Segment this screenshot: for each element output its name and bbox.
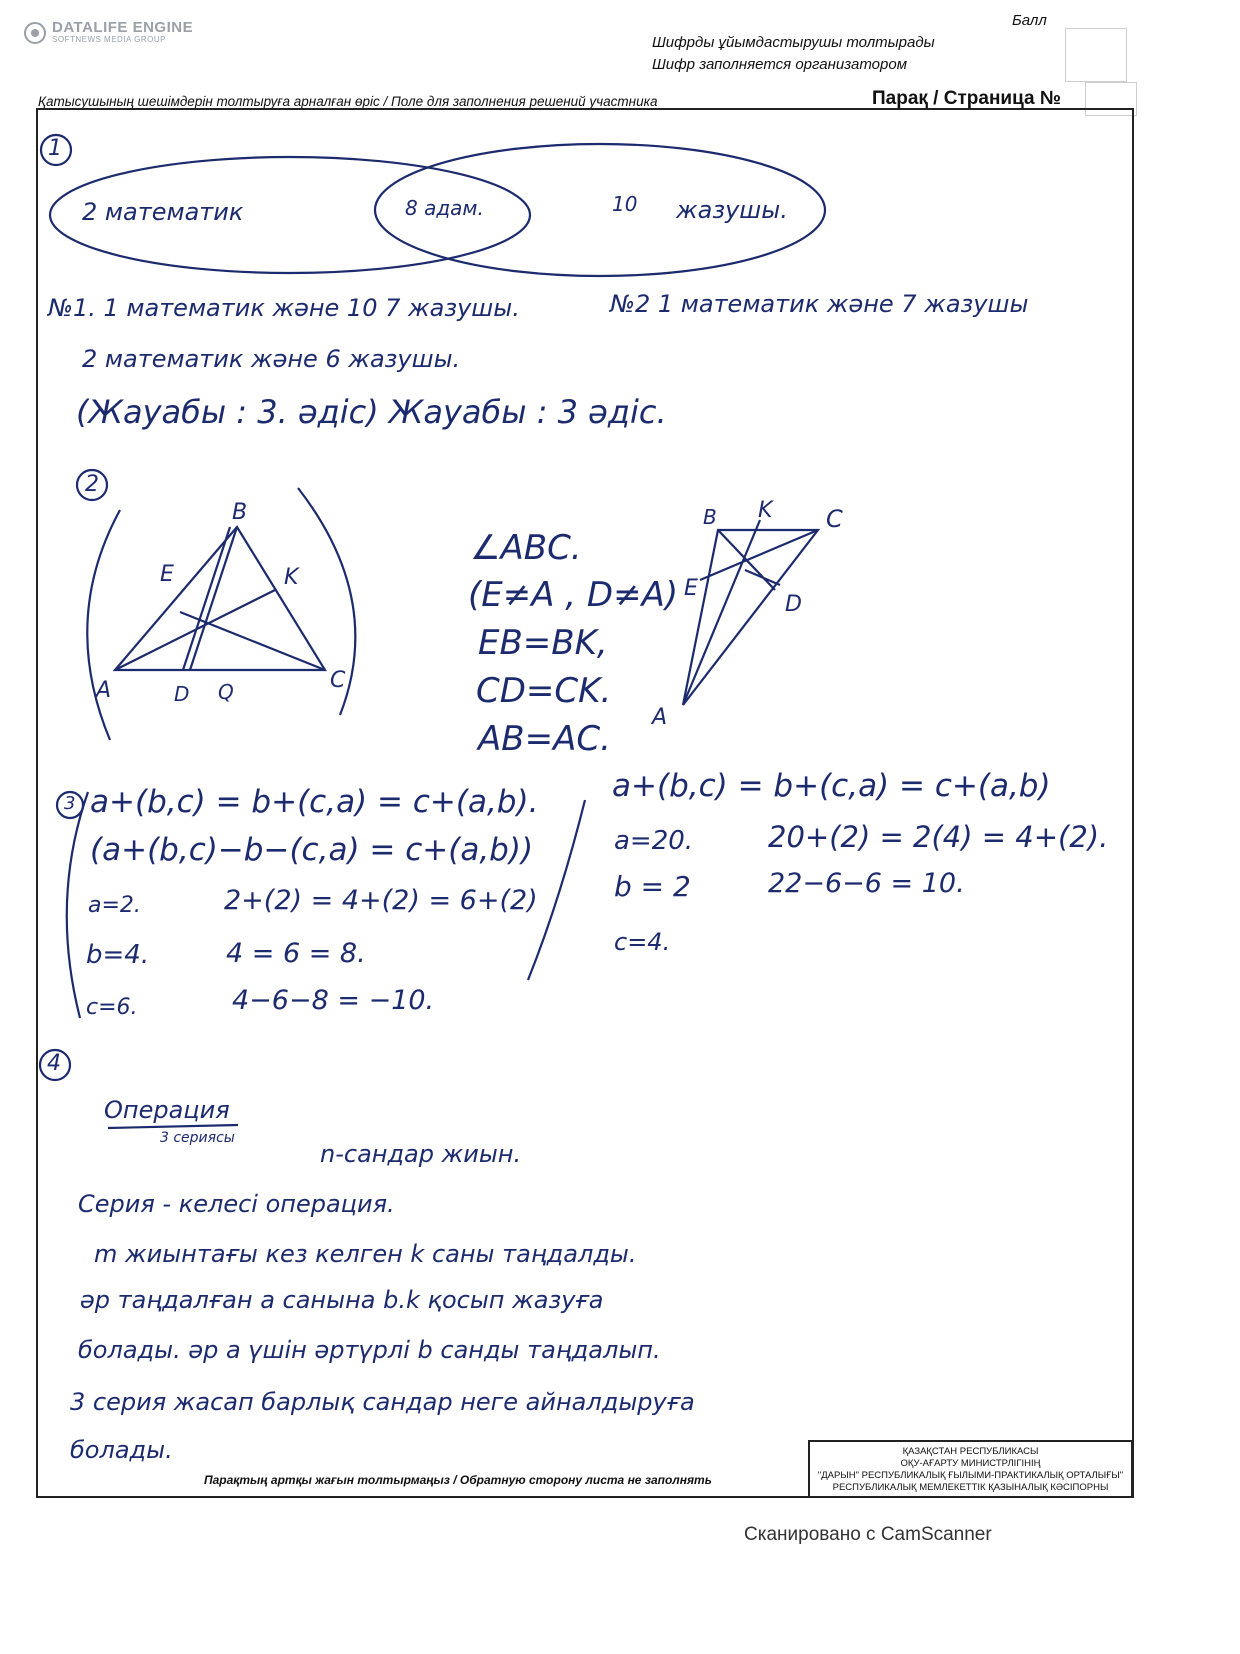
eq-line-2: (E≠A , D≠A) [468, 575, 679, 615]
p3-left-line-4: 2+(2) = 4+(2) = 6+(2) [224, 885, 538, 916]
p4-line-3: n-сандар жиын. [320, 1140, 522, 1168]
bracket-left [87, 510, 120, 740]
triangle-2 [683, 530, 818, 705]
eq-line-1: ∠ABC. [470, 528, 582, 568]
point-d-label: D [174, 682, 190, 706]
bracket-p3-left [67, 792, 88, 1018]
p3-right-line-1: a+(b,c) = b+(c,a) = c+(a,b) [612, 768, 1051, 804]
cevian-ec [180, 612, 325, 670]
badge-line-2: ОҚУ-АҒАРТУ МИНИСТРЛІГІНІҢ [900, 1458, 1041, 1469]
p3-left-line-6: 4 = 6 = 8. [226, 938, 366, 969]
venn-left-label: 2 математик [82, 198, 244, 226]
organization-badge [808, 1440, 1133, 1498]
triangle-1 [115, 527, 325, 670]
case-1-line: №1. 1 математик және 10 7 жазушы. [48, 294, 520, 322]
eq-line-4: CD=CK. [476, 671, 612, 711]
case-2-line: №2 1 математик және 7 жазушы [610, 290, 1029, 318]
p4-line-7: болады. әр a үшін әртүрлі b санды таңдалып. [78, 1336, 661, 1364]
cevian-bd-2 [183, 527, 230, 670]
cevian-bd [190, 527, 237, 670]
p4-line-9: болады. [70, 1436, 173, 1464]
p3-right-a-value: a=20. [614, 826, 694, 856]
venn-right-number: 10 [612, 192, 638, 216]
p4-line-8: 3 серия жасап барлық сандар неге айналдыруға [70, 1388, 695, 1416]
badge-line-1: ҚАЗАҚСТАН РЕСПУБЛИКАСЫ [902, 1446, 1039, 1457]
point-b-label: B [232, 500, 248, 525]
point-q-label: Q [218, 680, 234, 704]
venn-middle-label: 8 адам. [405, 196, 484, 220]
watermark-subtitle: SOFTNEWS MEDIA GROUP [52, 35, 167, 44]
p3-a-value: a=2. [88, 893, 141, 918]
eq-line-3: EB=BK, [478, 623, 608, 663]
p4-line-5: m жиынтағы кез келген k саны таңдалды. [94, 1240, 637, 1268]
p3-c-value: c=6. [86, 995, 138, 1020]
badge-line-3: "ДАРЫН" РЕСПУБЛИКАЛЫҚ ҒЫЛЫМИ-ПРАКТИКАЛЫҚ ОРТАЛЫҒЫ" [817, 1470, 1124, 1481]
point-b2-label: B [703, 505, 717, 529]
point-a2-label: A [652, 705, 668, 730]
p3-right-c-value: c=4. [614, 928, 671, 956]
problem-2-number: 2 [85, 472, 99, 497]
p3-b-value: b=4. [86, 940, 150, 970]
fraction-bar [108, 1125, 238, 1128]
p4-line-4: Серия - келесі операция. [78, 1190, 395, 1218]
p4-series-3: 3 сериясы [160, 1130, 235, 1146]
p3-left-line-1: a+(b,c) = b+(c,a) = c+(a,b). [90, 784, 539, 820]
point-d2-label: D [785, 592, 802, 617]
p3-right-line-3: 20+(2) = 2(4) = 4+(2). [768, 820, 1109, 854]
answer-line: (Жауабы : 3. әдіс) Жауабы : 3 әдіс. [76, 393, 667, 431]
page-label: Парақ / Страница № [872, 88, 1062, 109]
badge-line-4: РЕСПУБЛИКАЛЫҚ МЕМЛЕКЕТТІК ҚАЗЫНАЛЫҚ КӘСІПОРНЫ [832, 1482, 1109, 1493]
field-label: Қатысушының шешімдерін толтыруға арналған өріс / Поле для заполнения решений участника [38, 94, 658, 109]
point-c2-label: C [826, 505, 843, 533]
point-c-label: C [330, 668, 346, 693]
venn-right-label: жазушы. [676, 196, 788, 224]
eq-line-5: AB=AC. [478, 719, 611, 759]
do-not-fill-note: Парақтың артқы жағын толтырмаңыз / Обратную сторону листа не заполнять [204, 1473, 712, 1487]
p4-operation: Операция [104, 1096, 230, 1124]
point-a-label: A [96, 678, 112, 703]
point-k2-label: K [758, 498, 773, 523]
watermark-title: DATALIFE ENGINE [52, 19, 194, 36]
ball-label: Балл [1012, 12, 1047, 29]
bracket-right [298, 488, 355, 715]
problem-1-number: 1 [48, 136, 62, 161]
p3-left-line-2: (a+(b,c)−b−(c,a) = c+(a,b)) [90, 832, 534, 868]
p3-right-line-5: 22−6−6 = 10. [768, 868, 965, 899]
cipher-kz: Шифрды ұйымдастырушы толтырады [652, 34, 935, 51]
cipher-ru: Шифр заполняется организатором [652, 56, 907, 73]
p3-left-line-8: 4−6−8 = −10. [232, 985, 435, 1016]
p3-right-b-value: b = 2 [614, 870, 691, 903]
point-k-label: K [284, 565, 299, 590]
problem-3-number: 3 [64, 793, 76, 814]
problem-4-number: 4 [47, 1051, 61, 1076]
p4-line-6: әр таңдалған a санына b.k қосып жазуға [80, 1286, 604, 1314]
point-e-label: E [160, 562, 174, 587]
camscanner-note: Сканировано с CamScanner [744, 1524, 992, 1545]
point-e2-label: E [684, 576, 698, 601]
case-line-2: 2 математик және 6 жазушы. [82, 345, 461, 373]
